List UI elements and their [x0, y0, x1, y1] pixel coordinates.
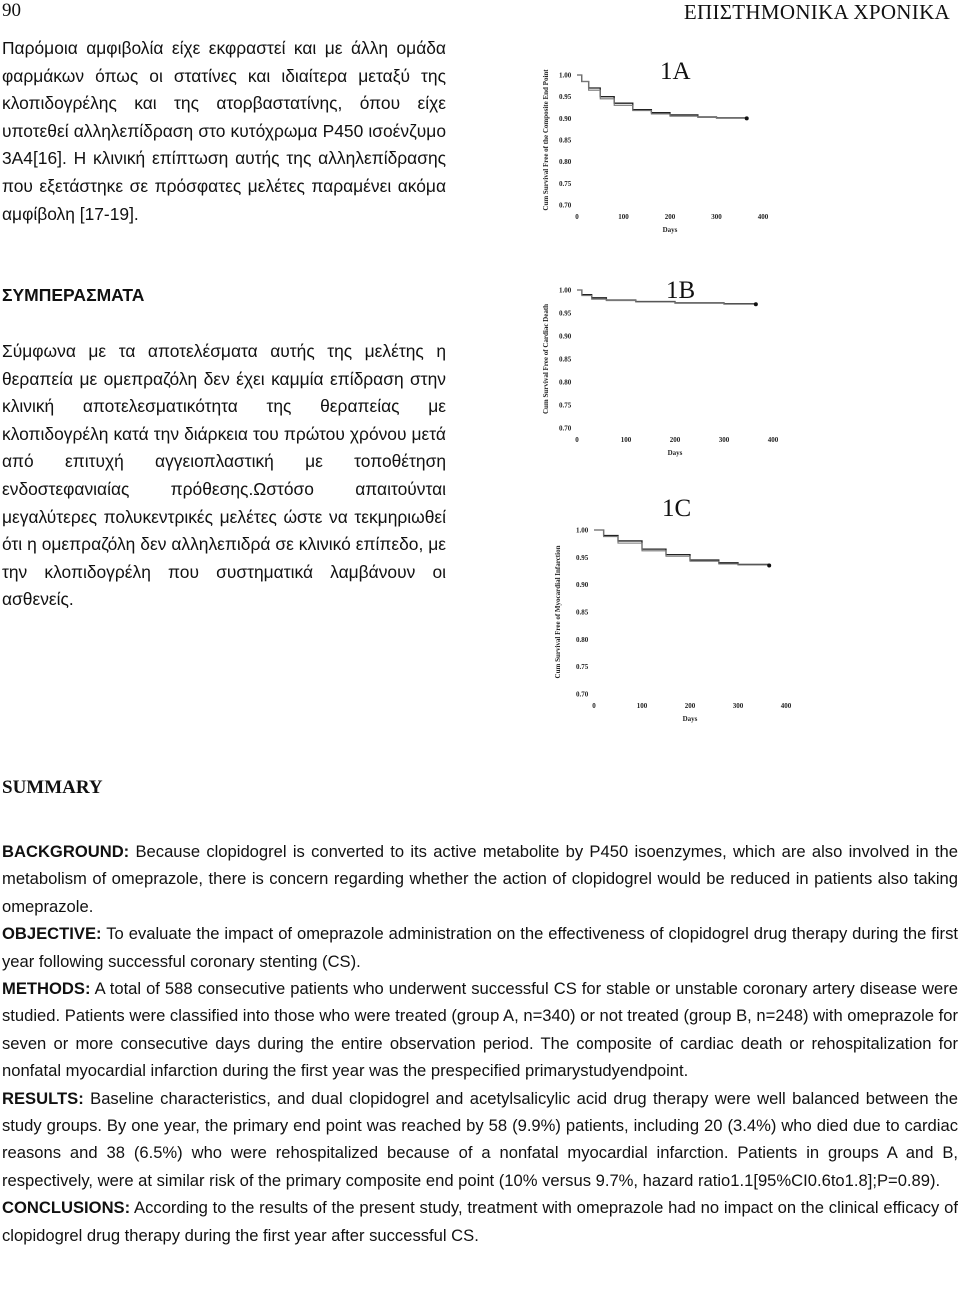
objective-text: To evaluate the impact of omeprazole administration on the effectiveness of clopidogrel drug therapy during the first year following successful coronary stenting (CS). — [2, 924, 958, 971]
methods-label: METHODS: — [2, 979, 91, 999]
chart-3-xlabel: Days — [682, 715, 698, 723]
chart-3-ytick: 0.70 — [576, 690, 589, 699]
chart-1-ytick: 0.75 — [559, 179, 572, 188]
objective-label: OBJECTIVE: — [2, 924, 102, 944]
chart-2-end-marker — [754, 302, 758, 306]
chart-2-ytick: 0.95 — [559, 309, 572, 318]
chart-1-xlabel: Days — [662, 226, 678, 234]
chart-3-ytick: 0.90 — [576, 581, 589, 590]
km-chart-1c — [552, 520, 797, 735]
chart-1-xtick: 200 — [664, 213, 676, 221]
chart-1-ytick: 0.80 — [559, 158, 572, 167]
chart-2-ytick: 0.90 — [559, 332, 572, 341]
chart-1-ytick: 0.70 — [559, 201, 572, 210]
abstract-conclusions — [2, 1194, 958, 1249]
chart-2-xtick: 200 — [669, 436, 681, 444]
chart-3-ytick: 0.80 — [576, 635, 589, 644]
chart-2-xtick: 300 — [718, 436, 730, 444]
figure-label-1b: 1B — [666, 277, 696, 304]
figure-label-1c: 1C — [662, 495, 692, 522]
abstract-methods — [2, 975, 958, 1085]
conclusions-text: According to the results of the present study, treatment with omeprazole had no impact on the clinical efficacy of clopidogrel drug therapy during the first year after successful CS. — [2, 1198, 958, 1245]
km-chart-1b — [540, 284, 780, 464]
background-label: BACKGROUND: — [2, 842, 130, 861]
journal-title: ΕΠΙΣΤΗΜΟΝΙΚΑ ΧΡΟΝΙΚΑ — [683, 0, 950, 24]
summary-title: SUMMARY — [2, 777, 103, 798]
chart-3-xtick: 300 — [732, 702, 744, 710]
background-text: Because clopidogrel is converted to its active metabolite by P450 isoenzymes, which are also involved in the metabolism of omeprazole, there is concern regarding whether the action of clopidogrel would be reduced in patients also taking omeprazole. — [2, 842, 958, 916]
chart-2-xtick: 400 — [767, 436, 779, 444]
chart-3-ytick: 1.00 — [576, 526, 589, 535]
chart-1-xtick: 0 — [575, 213, 579, 221]
chart-3-xtick: 400 — [780, 702, 792, 710]
conclusions-label: CONCLUSIONS: — [2, 1198, 131, 1218]
chart-3-xtick: 100 — [636, 702, 648, 710]
intro-paragraph: Παρόμοια αμφιβολία είχε εκφραστεί και με άλλη ομάδα φαρμάκων όπως οι στατίνες και ιδιαίτερα μεταξύ της κλοπιδογρέλης και της ατορβαστατίνης, όπου είχε υποτεθεί αλληλεπίδραση στο κυτόχρωμα P450 ισοένζυμο 3Α4[16]. Η κλινική επίπτωση αυτής της αλληλεπίδρασης που εξετάστηκε σε πρόσφατες μελέτες παραμένει ακόμα αμφίβολη [17-19]. — [2, 38, 446, 224]
chart-3-series-line — [594, 530, 769, 566]
chart-1-xtick: 100 — [618, 213, 629, 221]
results-text: Baseline characteristics, and dual clopidogrel and acetylsalicylic acid drug therapy were well balanced between the study groups. By one year, the primary end point was reached by 58 (9.9%) patients, including 20 (3.4%) who died due to cardiac reasons and 38 (6.5%) who were rehospitalized because of a nonfatal myocardial infarction. Patients in groups A and B, respectively, were at similar risk of the primary composite end point (10% versus 9.7%, hazard ratio1.1[95%CI0.6to1.8];P=0.89). — [2, 1088, 958, 1190]
km-chart-1a — [540, 65, 770, 240]
figure-label-1a: 1A — [660, 58, 691, 85]
chart-1-ytick: 0.95 — [559, 93, 572, 102]
methods-text: A total of 588 consecutive patients who underwent successful CS for stable or unstable coronary artery disease were studied. Patients were classified into those who were treated (group A, n=340) or not treated (group B, n=248) with omeprazole for seven or more consecutive days during the entire observation period. The composite of cardiac death or rehospitalization for nonfatal myocardial infarction during the first year was the prespecified primarystudyendpoint. — [2, 979, 958, 1081]
chart-3-xtick: 0 — [592, 702, 596, 710]
chart-3-xtick: 200 — [684, 702, 696, 710]
abstract-results — [2, 1085, 958, 1195]
chart-3-ytick: 0.85 — [576, 608, 589, 617]
chart-1-ytick: 0.85 — [559, 136, 572, 145]
conclusions-heading: ΣΥΜΠΕΡΑΣΜΑΤΑ — [2, 285, 145, 305]
chart-2-ytick: 1.00 — [559, 286, 572, 295]
chart-1-ylabel: Cum Survival Free of the Composite End Point — [542, 69, 550, 211]
chart-2-ytick: 0.85 — [559, 355, 572, 364]
chart-1-xtick: 300 — [711, 213, 722, 221]
results-label: RESULTS: — [2, 1088, 84, 1108]
chart-1-end-marker — [745, 116, 749, 120]
chart-2-ytick: 0.70 — [559, 424, 572, 433]
chart-2-ytick: 0.80 — [559, 378, 572, 387]
chart-1-ytick: 0.90 — [559, 114, 572, 123]
chart-3-ytick: 0.95 — [576, 553, 589, 562]
chart-3-ylabel: Cum Survival Free of Myocardial Infarction — [554, 545, 562, 679]
abstract — [2, 838, 958, 1249]
chart-1-series-line — [577, 75, 747, 118]
chart-1-xtick: 400 — [757, 213, 769, 221]
chart-1-ytick: 1.00 — [559, 71, 572, 80]
chart-2-xlabel: Days — [667, 449, 683, 457]
chart-2-xtick: 0 — [575, 436, 579, 444]
abstract-objective — [2, 920, 958, 975]
chart-3-ytick: 0.75 — [576, 663, 589, 672]
page-number: 90 — [2, 0, 21, 21]
chart-2-ylabel: Cum Survival Free of Cardiac Death — [542, 303, 550, 415]
chart-2-xtick: 100 — [620, 436, 632, 444]
abstract-background — [2, 838, 958, 920]
chart-3-end-marker — [767, 564, 771, 568]
chart-2-ytick: 0.75 — [559, 401, 572, 410]
chart-3-series-line — [594, 530, 769, 566]
conclusions-paragraph: Σύμφωνα με τα αποτελέσματα αυτής της μελέτης η θεραπεία με ομεπραζόλη δεν έχει καμμία επίδραση στην κλινική αποτελεσματικότητα της θεραπείας με κλοπιδογρέλη κατά την διάρκεια του πρώτου χρόνου μετά από επιτυχή αγγειοπλαστική με τοποθέτηση ενδοστεφανιαίας πρόθεσης.Ωστόσο απαιτούνται μεγαλύτερες πολυκεντρικές μελέτες ώστε να τεκμηριωθεί ότι η ομεπραζόλη δεν αλληλεπιδρά σε κλινικό επίπεδο, με την κλοπιδογρέλη που συστηματικά λαμβάνουν οι ασθενείς. — [2, 341, 446, 610]
